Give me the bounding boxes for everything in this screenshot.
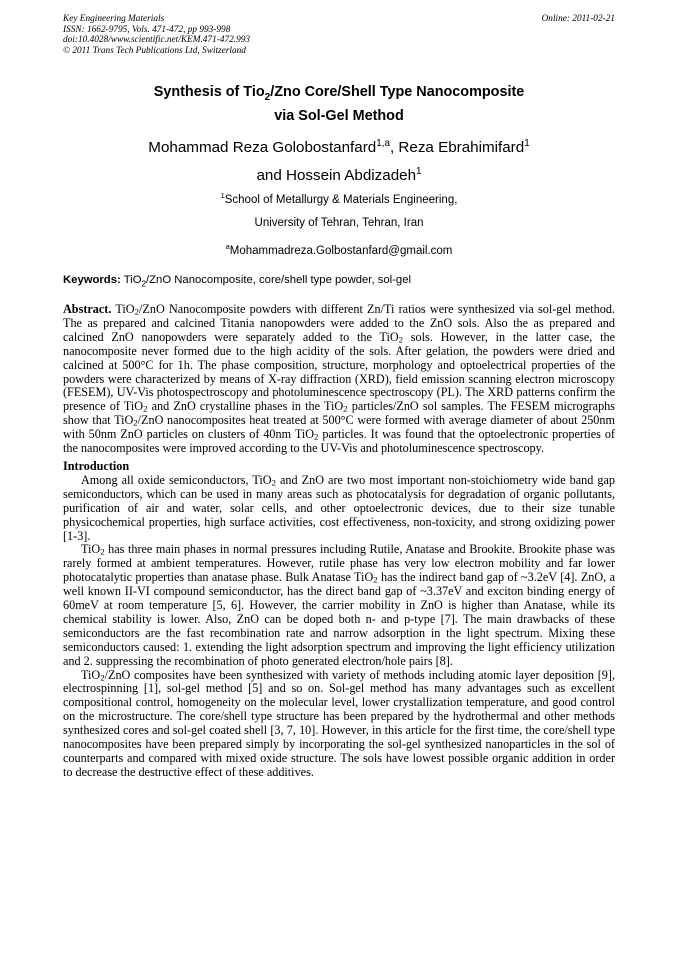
- title-part1: Synthesis of Tio: [153, 84, 265, 100]
- title-line2: via Sol-Gel Method: [274, 107, 404, 124]
- intro-sub: 2: [100, 672, 105, 683]
- abstract-text: sols. However, in the latter case, the nanocomposite never formed due to the high acidity of the sols. After gelation, the powders were dried and calcined at 500°C for 1h. The phase composition, structure, morphology and optoelectrical properties of the powders were characterized by means of X-ray diffraction (XRD), field emission scanning electron microscopy (FESEM), UV-Vis photospectroscopy and photoluminescence spectroscopy (PL). The XRD patterns confirm the presence of TiO: [63, 329, 615, 414]
- intro-text: /ZnO composites have been synthesized with variety of methods including atomic layer deposition [9], electrospinning [1], sol-gel method [5] and so on. Sol-gel method has many advantages such as excellent compositional control, homogeneity on the molecular level, lower crystallization temperature, and good control on the microstructure. The core/shell type structure has been prepared by the hydrothermal and other methods synthesized cores and sol-gel coated shell [3, 7, 10]. However, in this article for the first time, the core/shell type nanocomposites have been prepared simply by incorporating the sol-gel synthesized nanoparticles in the sol of counterparts and compared with mixed oxide structure. The sols have lowest possible organic addition in order to decrease the destructive effect of these additives.: [63, 667, 615, 779]
- affil-line2: University of Tehran, Tehran, Iran: [254, 216, 424, 229]
- author-list: [63, 132, 615, 188]
- abstract: [63, 303, 615, 456]
- copyright-line: © 2011 Trans Tech Publications Ltd, Switzerland: [63, 45, 246, 56]
- keywords-sub: 2: [141, 279, 147, 289]
- author-3: and Hossein Abdizadeh: [256, 167, 417, 185]
- intro-text: TiO: [81, 667, 101, 682]
- abstract-text: /ZnO Nanocomposite powders with different Zn/Ti ratios were synthesized via sol-gel method. The as prepared and calcined Titania nanopowders were added to the ZnO sols. Also the as prepared and calcined ZnO nanopowders were separately added to the TiO: [63, 302, 615, 344]
- author-2-sup: 1: [524, 138, 530, 149]
- abstract-text: TiO: [111, 302, 135, 316]
- author-2: , Reza Ebrahimifard: [389, 139, 525, 157]
- author-3-sup: 1: [416, 166, 422, 178]
- issn-line: ISSN: 1662-9795, Vols. 471-472, pp 993-998: [63, 24, 231, 35]
- abstract-sub: 2: [314, 431, 319, 442]
- paper-title: [63, 83, 615, 126]
- intro-paragraph-3: [63, 669, 615, 780]
- doi-line: doi:10.4028/www.scientific.net/KEM.471-472.993: [63, 35, 251, 45]
- intro-text: and ZnO are two most important non-stoichiometry wide band gap semiconductors, which can be used in many areas such as photocatalysis for degradation of organic pollutants, purification of air and water, solar cells, and other optoelectronic devices, due to their size tunable physicochemical properties, high surface activities, cost effectiveness, non-toxicity, and strong oxidizing power [1-3].: [63, 472, 616, 543]
- affil-sup: 1: [220, 191, 225, 200]
- intro-sub: 2: [100, 546, 105, 557]
- abstract-text: /ZnO nanocomposites heat treated at 500°C were formed with average diameter of about 250nm with 50nm ZnO particles on clusters of 40nm TiO: [63, 413, 615, 442]
- title-sub: 2: [264, 91, 271, 103]
- intro-paragraph-2: [63, 543, 615, 668]
- keywords: [63, 273, 615, 291]
- abstract-sub: 2: [133, 417, 138, 428]
- intro-text: TiO: [81, 542, 101, 557]
- intro-sub: 2: [271, 477, 276, 488]
- keywords-text: TiO: [120, 274, 142, 286]
- author-email: Mohammadreza.Golbostanfard@gmail.com: [229, 244, 453, 257]
- abstract-text: particles. It was found that the optoelectronic properties of the nanocomposites were improved according to the UV-Vis and photoluminescence spectroscopy.: [63, 427, 615, 456]
- keywords-label: Keywords:: [63, 274, 121, 286]
- abstract-sub: 2: [134, 306, 140, 317]
- author-1-sup: 1,a: [376, 138, 390, 149]
- paper-body: [63, 303, 615, 780]
- abstract-sub: 2: [143, 403, 148, 414]
- journal-header: [63, 14, 615, 56]
- abstract-sub: 2: [398, 334, 404, 345]
- email-sup: a: [225, 241, 230, 251]
- intro-paragraph-1: [63, 474, 615, 544]
- title-part2: /Zno Core/Shell Type Nanocomposite: [270, 84, 525, 100]
- affiliation: [63, 184, 615, 263]
- abstract-text: and ZnO crystalline phases in the TiO: [147, 399, 344, 414]
- abstract-text: particles/ZnO sol samples. The FESEM micrographs show that TiO: [63, 399, 616, 428]
- author-1: Mohammad Reza Golobostanfard: [148, 139, 377, 157]
- journal-name: Key Engineering Materials: [63, 14, 165, 24]
- online-date: Online: 2011-02-21: [541, 14, 615, 24]
- abstract-sub: 2: [343, 403, 348, 414]
- intro-sub: 2: [373, 574, 378, 585]
- keywords-text-2: /ZnO Nanocomposite, core/shell type powder, sol-gel: [146, 274, 411, 286]
- intro-text: has the indirect band gap of ~3.2eV [4]. ZnO, a well known II-VI compound semiconductor, has the direct band gap of ~3.37eV and exciton binding energy of 60meV at room temperature [5, 6]. However, the carrier mobility in ZnO is higher than Anatase, while its chemical stability is lower. Also, ZnO can be doped both n- and p-type [7]. The main drawbacks of these semiconductors are the fast recombination rate and narrow adsorption in the light spectrum. Mixing these semiconductors caused: 1. extending the light adsorption spectrum and improving the light efficiency utilization and 2. suppressing the recombination of photo generated electron/hole pairs [8].: [63, 570, 615, 668]
- intro-text: Among all oxide semiconductors, TiO: [81, 472, 272, 487]
- affil-line1: School of Metallurgy & Materials Engineering,: [224, 193, 458, 206]
- intro-text: has three main phases in normal pressures including Rutile, Anatase and Brookite. Brookite phase was rarely formed at ambient temperatures. However, rutile phase has very low electron mobility and far lower photocatalytic properties than anatase phase. Bulk Anatase TiO: [63, 542, 615, 585]
- abstract-label: Abstract.: [63, 302, 112, 316]
- introduction-heading: Introduction: [63, 458, 130, 473]
